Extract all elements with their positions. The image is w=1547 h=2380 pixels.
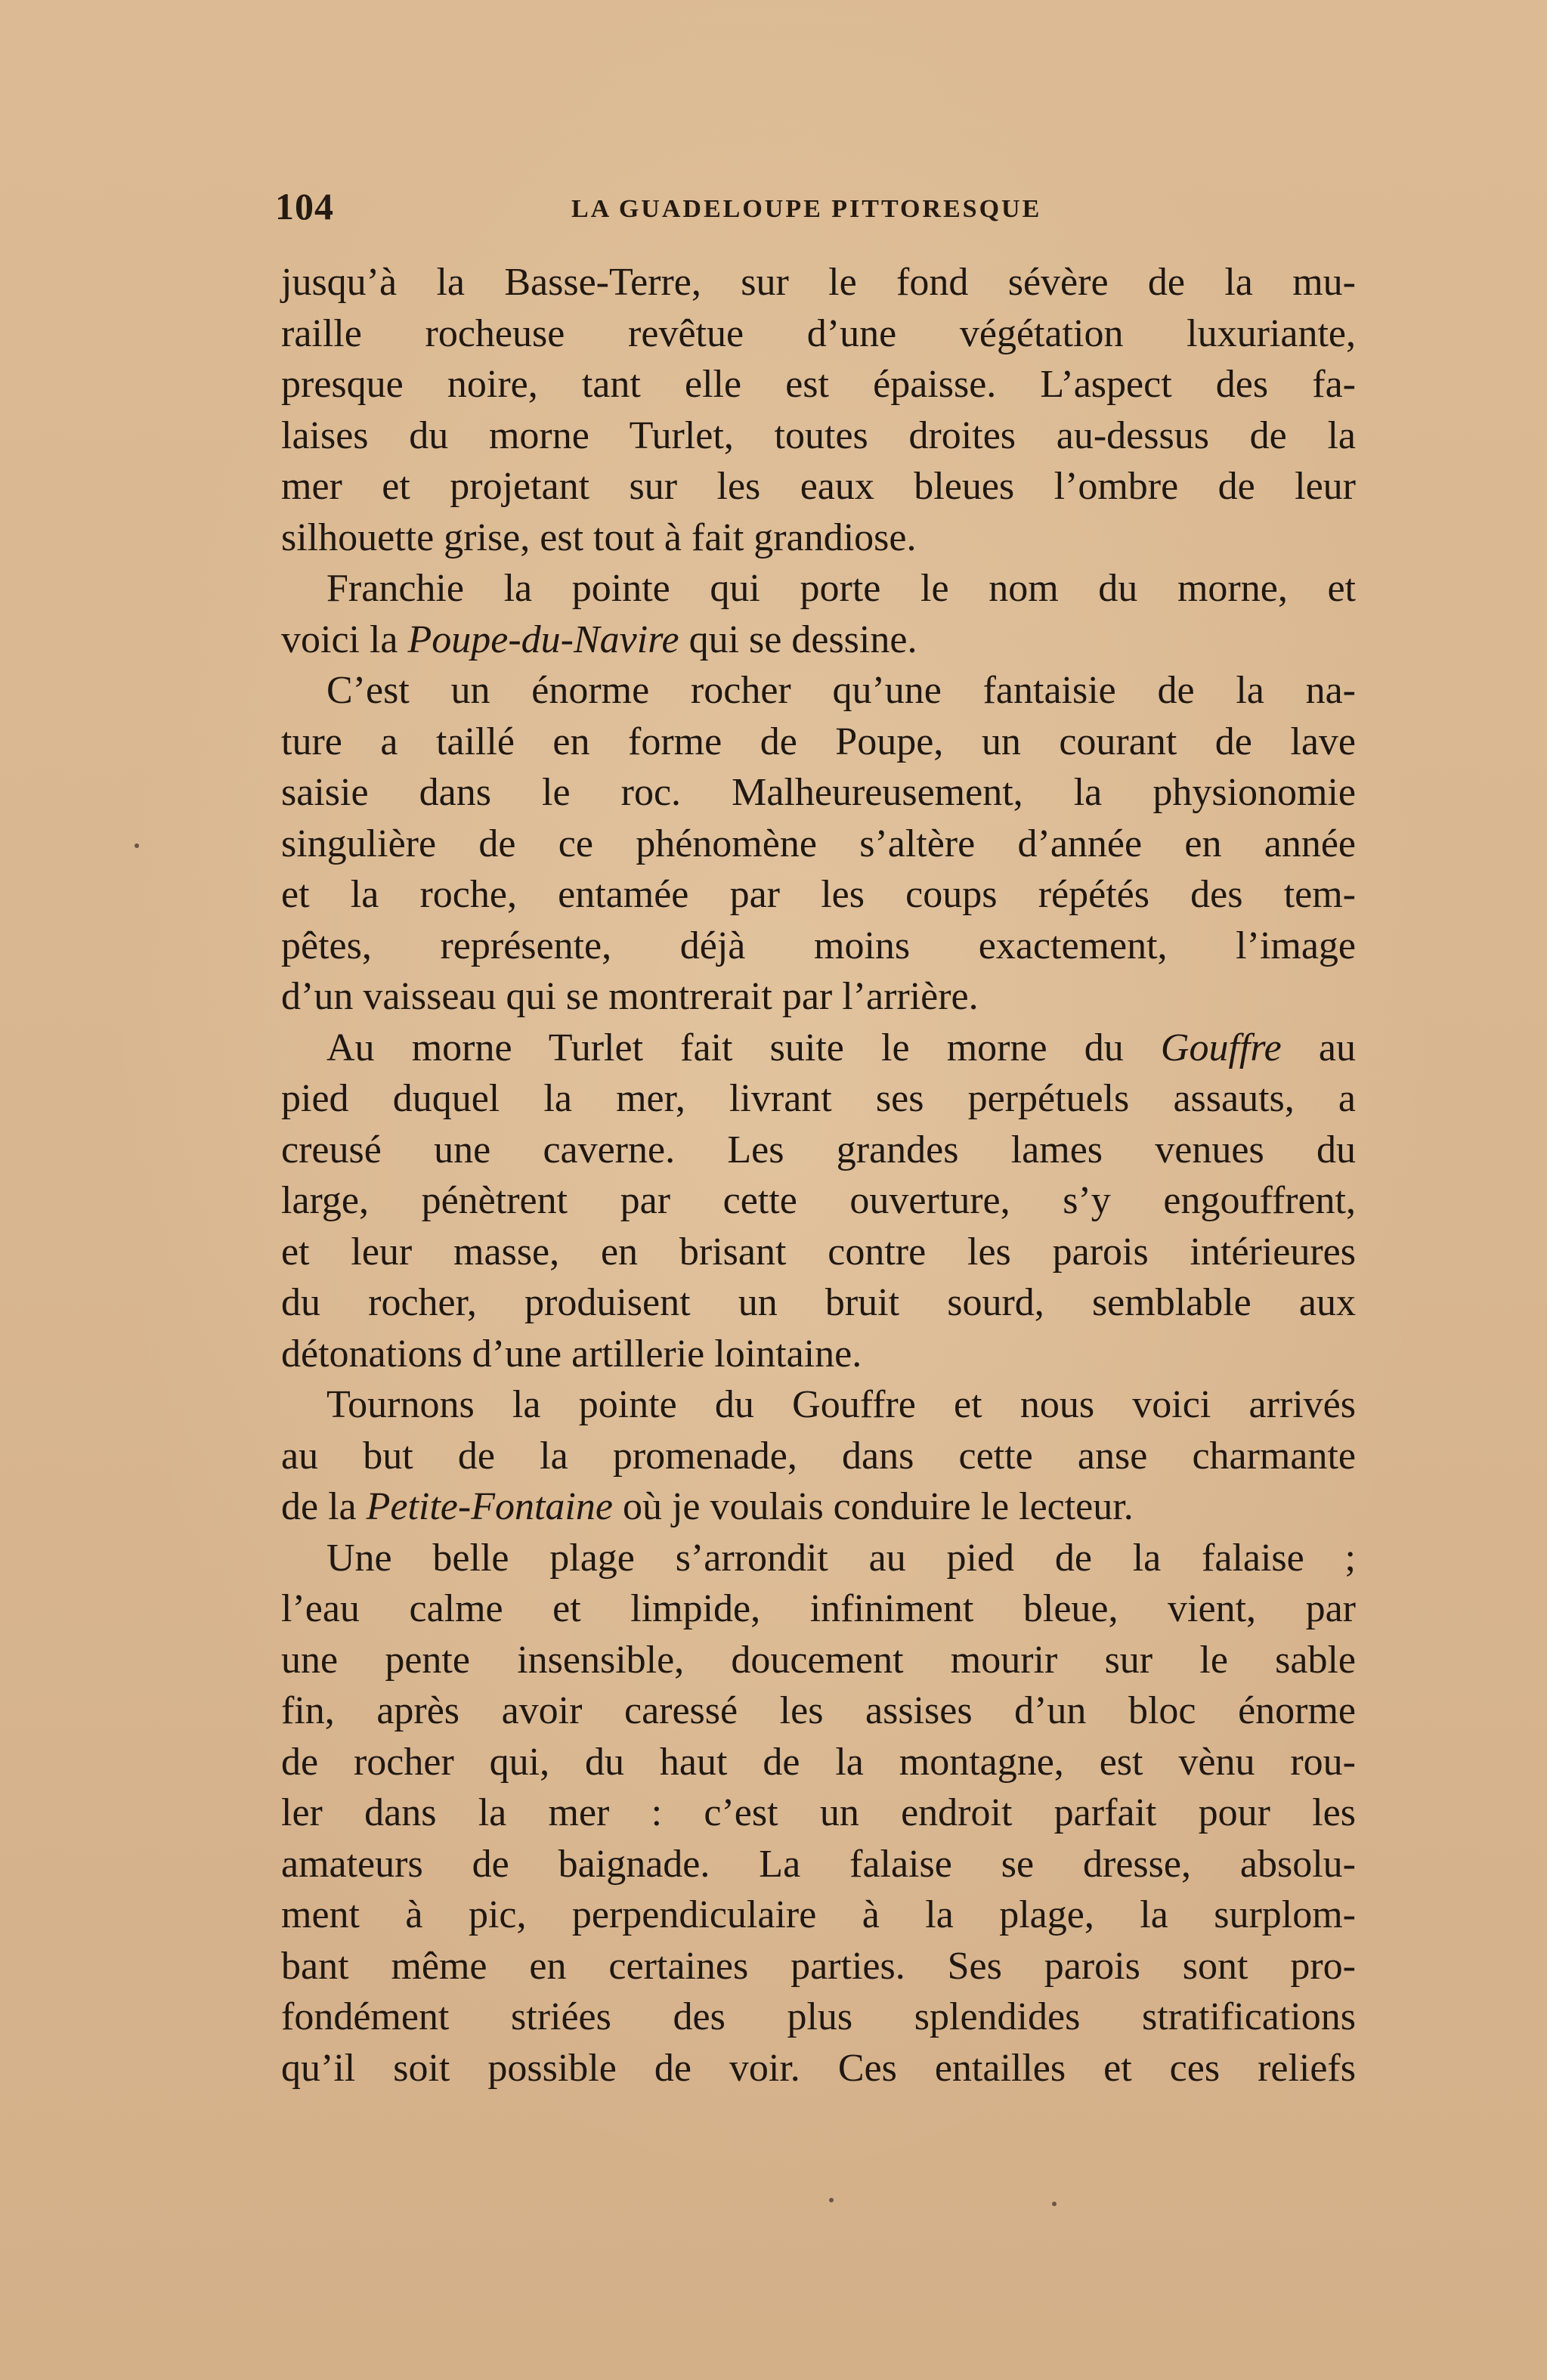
paragraph-4 [281, 1023, 1356, 1380]
text-line: Tournons la pointe du Gouffre et nous voici arrivés [326, 1383, 1356, 1426]
text-line: silhouette grise, est tout à fait grandiose. [281, 515, 917, 559]
text-line: fondément striées des plus splendides stratifications [281, 1995, 1356, 2038]
text-line [281, 1023, 1356, 1074]
text-line: presque noire, tant elle est épaisse. L’aspect des fa- [281, 363, 1356, 406]
text-line: qu’il soit possible de voir. Ces entailles et ces reliefs [281, 2046, 1356, 2090]
text-span: au [1281, 1026, 1356, 1069]
text-line: singulière de ce phénomène s’altère d’année en année [281, 822, 1356, 865]
text-line: fin, après avoir caressé les assises d’un bloc énorme [281, 1689, 1356, 1732]
text-line: de rocher qui, du haut de la montagne, est vènu rou- [281, 1740, 1356, 1784]
text-line: saisie dans le roc. Malheureusement, la physionomie [281, 771, 1356, 814]
paragraph-1 [281, 257, 1356, 563]
paper-speck [829, 2198, 834, 2202]
paragraph-2 [281, 563, 1356, 665]
text-span: qui se dessine. [679, 617, 917, 661]
text-line: large, pénètrent par cette ouverture, s’y engouffrent, [281, 1179, 1356, 1222]
text-line: raille rocheuse revêtue d’une végétation luxuriante, [281, 311, 1356, 355]
text-span: où je voulais conduire le lecteur. [612, 1485, 1134, 1528]
text-line: du rocher, produisent un bruit sourd, semblable aux [281, 1281, 1356, 1324]
text-line: l’eau calme et limpide, infiniment bleue, vient, par [281, 1587, 1356, 1630]
text-line: au but de la promenade, dans cette anse charmante [281, 1434, 1356, 1478]
text-line: et leur masse, en brisant contre les parois intérieures [281, 1230, 1356, 1274]
text-line: jusqu’à la Basse-Terre, sur le fond sévère de la mu- [281, 261, 1356, 304]
text-line: amateurs de baignade. La falaise se dresse, absolu- [281, 1842, 1356, 1886]
body-text [281, 257, 1356, 2094]
paragraph-6 [281, 1533, 1356, 2094]
text-line: mer et projetant sur les eaux bleues l’ombre de leur [281, 465, 1356, 508]
text-line: ler dans la mer : c’est un endroit parfait pour les [281, 1791, 1356, 1834]
paragraph-5 [281, 1379, 1356, 1533]
text-line: pied duquel la mer, livrant ses perpétuels assauts, a [281, 1077, 1356, 1120]
text-span: Au morne Turlet fait suite le morne du [326, 1026, 1161, 1069]
page-header [275, 184, 1356, 230]
paper-speck [135, 843, 139, 848]
text-line: une pente insensible, doucement mourir sur le sable [281, 1638, 1356, 1682]
text-line: creusé une caverne. Les grandes lames venues du [281, 1128, 1356, 1171]
page-number: 104 [275, 185, 334, 227]
paper-speck [1052, 2202, 1057, 2206]
paragraph-3 [281, 665, 1356, 1023]
text-line: pêtes, représente, déjà moins exactement, l’image [281, 924, 1356, 967]
text-line: ment à pic, perpendiculaire à la plage, la surplom- [281, 1893, 1356, 1936]
italic-place-name: Petite-Fontaine [366, 1485, 613, 1528]
text-line [281, 1481, 1356, 1533]
text-line: C’est un énorme rocher qu’une fantaisie de la na- [326, 669, 1356, 712]
text-line: et la roche, entamée par les coups répétés des tem- [281, 873, 1356, 916]
italic-place-name: Poupe-du-Navire [407, 617, 679, 661]
text-line [281, 614, 1356, 666]
text-line: Franchie la pointe qui porte le nom du morne, et [326, 567, 1356, 610]
text-line: d’un vaisseau qui se montrerait par l’arrière. [281, 975, 979, 1018]
text-line: laises du morne Turlet, toutes droites au-dessus de la [281, 413, 1356, 457]
text-line: Une belle plage s’arrondit au pied de la falaise ; [326, 1536, 1356, 1580]
text-span: voici la [281, 617, 408, 661]
text-line: détonations d’une artillerie lointaine. [281, 1332, 862, 1376]
text-line: bant même en certaines parties. Ses parois sont pro- [281, 1944, 1356, 1988]
text-span: de la [281, 1485, 367, 1528]
running-title: LA GUADELOUPE PITTORESQUE [571, 195, 1042, 223]
italic-place-name: Gouffre [1160, 1026, 1282, 1069]
text-line: ture a taillé en forme de Poupe, un courant de lave [281, 720, 1356, 763]
